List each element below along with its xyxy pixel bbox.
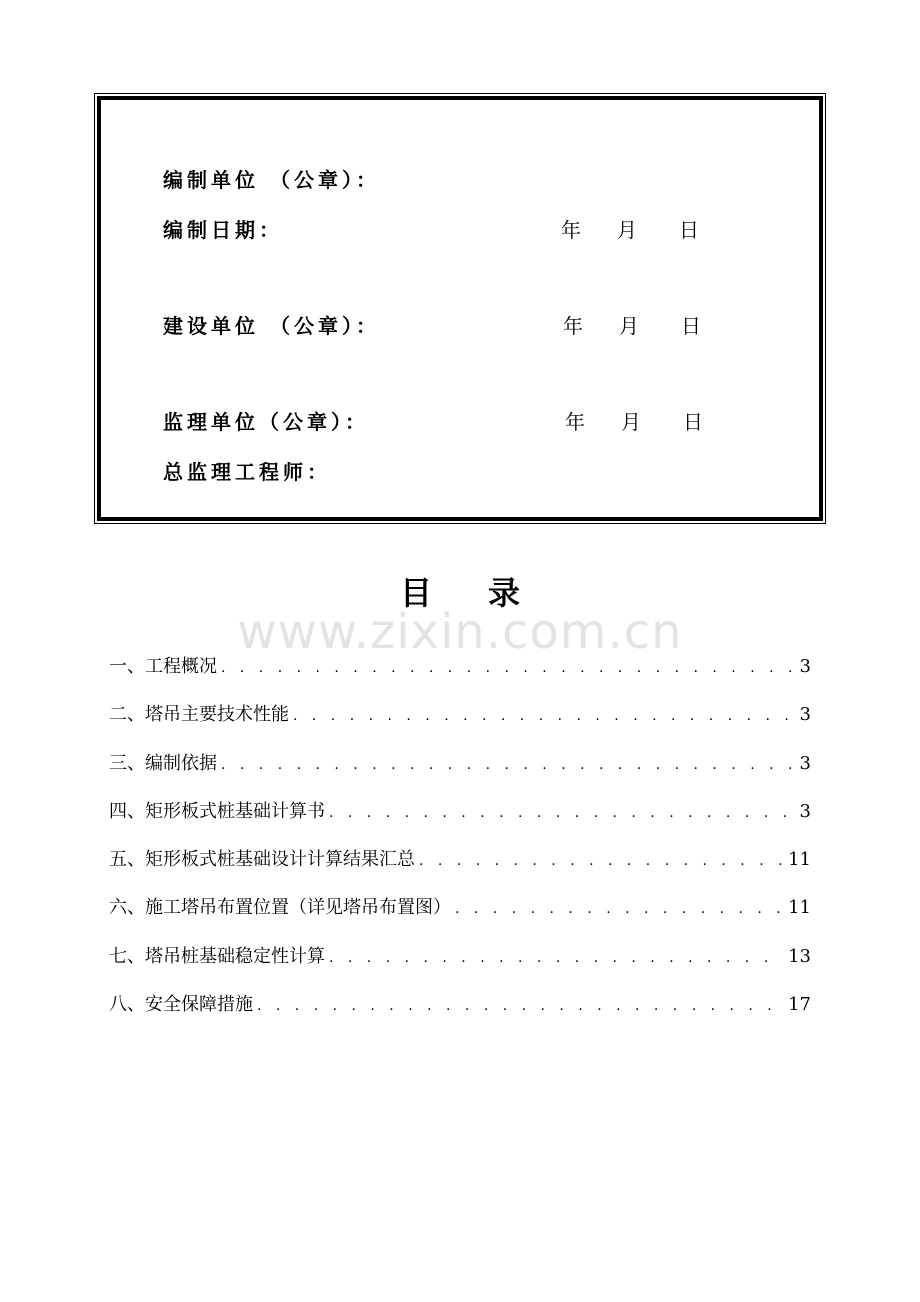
compile-date-label: 编制日期： <box>163 218 283 242</box>
toc-leader-dots <box>329 939 784 977</box>
toc-item[interactable] <box>109 938 811 986</box>
month-label: 月 <box>621 410 641 434</box>
toc-item-label: 七、塔吊桩基础稳定性计算 <box>109 945 325 967</box>
toc-item[interactable] <box>109 696 811 744</box>
toc-leader-dots <box>257 987 784 1025</box>
year-label: 年 <box>563 314 583 338</box>
toc-item-label: 六、施工塔吊布置位置（详见塔吊布置图） <box>109 897 451 919</box>
toc-leader-dots <box>419 842 784 880</box>
compile-date-fields <box>561 214 699 243</box>
toc-item[interactable] <box>109 841 811 889</box>
toc-item-page: 13 <box>788 945 811 967</box>
toc-item-page: 17 <box>788 994 811 1016</box>
toc-item-page: 11 <box>788 849 811 871</box>
supervision-unit-label: 监理单位（公章）： <box>163 410 369 434</box>
toc-item-label: 二、塔吊主要技术性能 <box>109 704 289 726</box>
toc-item[interactable] <box>109 986 811 1034</box>
toc-item-page: 11 <box>788 897 811 919</box>
watermark: www.zixin.com.cn <box>237 604 683 660</box>
toc-item-label: 五、矩形板式桩基础设计计算结果汇总 <box>109 849 415 871</box>
toc-title: 目录 <box>399 574 576 612</box>
toc-leader-dots <box>455 890 784 928</box>
month-label: 月 <box>619 314 639 338</box>
compiler-unit-label: 编制单位 （公章）： <box>163 168 380 192</box>
supervision-date-fields <box>565 406 703 435</box>
toc-item-page: 3 <box>799 800 811 822</box>
toc-item-label: 八、安全保障措施 <box>109 994 253 1016</box>
toc-item-page: 3 <box>799 752 811 774</box>
construction-date-fields <box>563 310 701 339</box>
day-label: 日 <box>683 410 703 434</box>
toc-item[interactable] <box>109 745 811 793</box>
toc-leader-dots <box>293 697 796 735</box>
toc-item-label: 三、编制依据 <box>109 752 217 774</box>
toc-item-page: 3 <box>799 656 811 677</box>
year-label: 年 <box>565 410 585 434</box>
toc-item-page: 3 <box>799 704 811 726</box>
month-label: 月 <box>617 218 637 242</box>
toc-item[interactable] <box>109 648 811 696</box>
year-label: 年 <box>561 218 581 242</box>
day-label: 日 <box>681 314 701 338</box>
toc-item[interactable] <box>109 889 811 937</box>
toc-leader-dots <box>329 794 796 832</box>
chief-supervisor-label: 总监理工程师： <box>163 460 331 484</box>
toc-list <box>109 648 811 1034</box>
toc-item[interactable] <box>109 793 811 841</box>
toc-item-label: 四、矩形板式桩基础计算书 <box>109 800 325 822</box>
day-label: 日 <box>679 218 699 242</box>
toc-leader-dots <box>221 746 796 784</box>
approval-box <box>97 96 823 521</box>
toc-item-label: 一、工程概况 <box>109 656 217 677</box>
toc-leader-dots <box>221 649 796 687</box>
construction-unit-label: 建设单位 （公章）： <box>163 314 380 338</box>
